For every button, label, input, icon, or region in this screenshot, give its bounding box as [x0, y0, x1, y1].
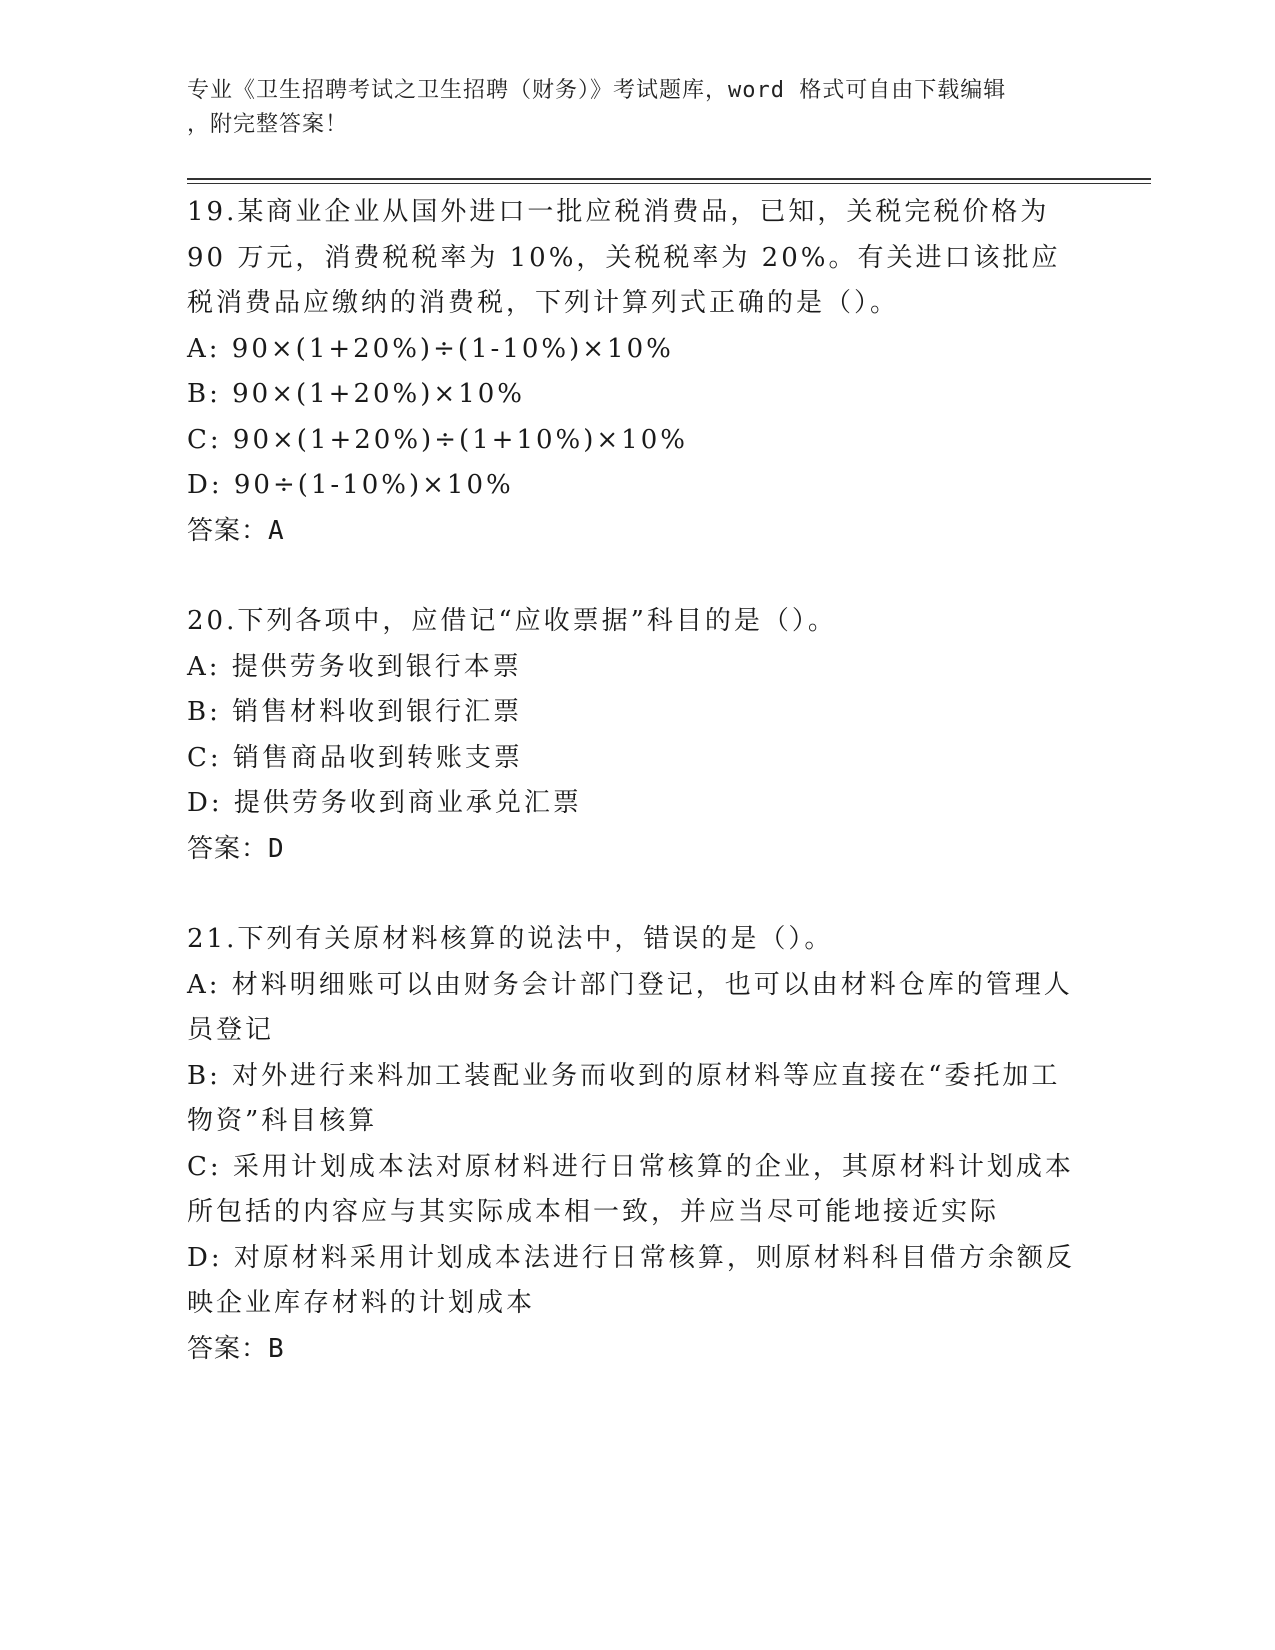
option-a: A: 90×(1+20%)÷(1-10%)×10% — [187, 333, 674, 364]
document-header — [187, 74, 1067, 142]
option-a: A: 材料明细账可以由财务会计部门登记，也可以由材料仓库的管理人员登记 — [187, 969, 1073, 1045]
option-d: D: 对原材料采用计划成本法进行日常核算，则原材料科目借方余额反映企业库存材料的计划成本 — [187, 1242, 1075, 1318]
option-c: C: 90×(1+20%)÷(1+10%)×10% — [187, 424, 688, 455]
question-stem: 21.下列有关原材料核算的说法中，错误的是（）。 — [187, 924, 834, 954]
question-20 — [187, 599, 1087, 872]
option-a: A: 提供劳务收到银行本票 — [187, 651, 522, 682]
answer-line: 答案：B — [187, 1333, 285, 1364]
question-list — [187, 190, 1087, 1372]
question-stem: 20.下列各项中，应借记“应收票据”科目的是（）。 — [187, 606, 837, 636]
option-b: B: 对外进行来料加工装配业务而收到的原材料等应直接在“委托加工物资”科目核算 — [187, 1060, 1061, 1136]
question-19 — [187, 190, 1087, 554]
question-21 — [187, 917, 1087, 1372]
header-text-line-2: ，附完整答案！ — [187, 112, 349, 137]
answer-line: 答案：D — [187, 833, 285, 864]
header-divider — [187, 178, 1151, 184]
option-d: D: 90÷(1-10%)×10% — [187, 470, 514, 500]
option-b: B: 销售材料收到银行汇票 — [187, 697, 523, 727]
option-c: C: 销售商品收到转账支票 — [187, 742, 523, 773]
option-d: D: 提供劳务收到商业承兑汇票 — [187, 788, 582, 818]
option-c: C: 采用计划成本法对原材料进行日常核算的企业，其原材料计划成本所包括的内容应与其实际成本相一致，并应当尽可能地接近实际 — [187, 1151, 1074, 1227]
question-stem: 19.某商业企业从国外进口一批应税消费品，已知，关税完税价格为 90 万元，消费税税率为 10%，关税税率为 20%。有关进口该批应税消费品应缴纳的消费税，下列计算列式正确的是（）。 — [187, 197, 1061, 318]
header-text-line-1: 专业《卫生招聘考试之卫生招聘（财务）》考试题库，word 格式可自由下载编辑 — [187, 78, 1007, 103]
answer-line: 答案：A — [187, 515, 285, 546]
option-b: B: 90×(1+20%)×10% — [187, 379, 525, 409]
